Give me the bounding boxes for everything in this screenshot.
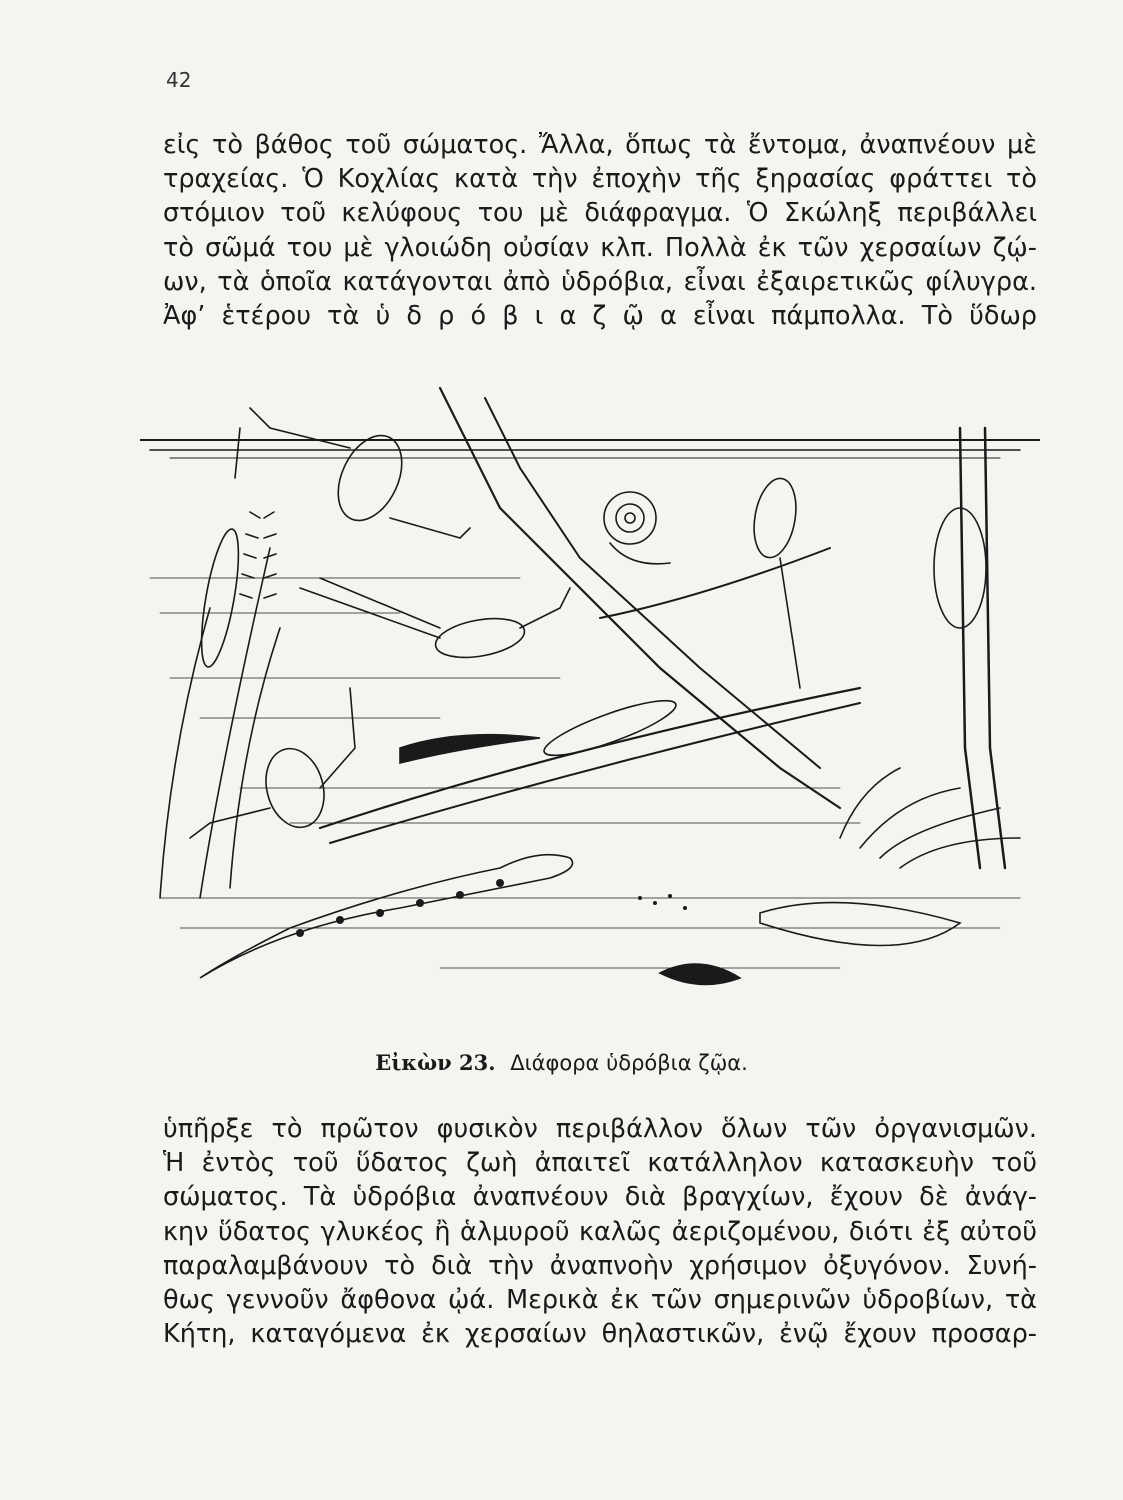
planarian xyxy=(760,903,960,946)
text-line: Κήτη, καταγόμενα ἐκ χερσαίων θηλαστικῶν, ἐνῷ ἔχουν προσαρ- xyxy=(163,1319,1037,1350)
figure-illustration xyxy=(140,368,1040,1028)
aquatic-animals-drawing xyxy=(140,368,1040,1028)
top-paragraph xyxy=(163,128,1037,333)
text-line: ων, τὰ ὁποῖα κατάγονται ἀπὸ ὑδρόβια, εἶναι ἐξαιρετικῶς φίλυγρα. xyxy=(163,266,1037,297)
snail-shell xyxy=(625,513,635,523)
text-line: παραλαμβάνουν τὸ διὰ τὴν ἀναπνοὴν χρήσιμον ὀξυγόνον. Συνή- xyxy=(163,1250,1037,1281)
text-line: εἰς τὸ βάθος τοῦ σώματος. Ἄλλα, ὅπως τὰ ἔντομα, ἀναπνέουν μὲ xyxy=(163,130,1037,160)
text-line: τὸ σῶμά του μὲ γλοιώδη οὐσίαν κλπ. Πολλὰ ἐκ τῶν χερσαίων ζῴ- xyxy=(163,232,1037,263)
water-boatman xyxy=(326,425,415,530)
larva-tail xyxy=(235,428,240,478)
figure-description: Διάφορα ὑδρόβια ζῷα. xyxy=(510,1051,748,1075)
newt xyxy=(200,855,573,978)
snail-shell xyxy=(616,504,644,532)
larva-gills xyxy=(400,735,540,763)
crustacean xyxy=(433,612,528,663)
reed-stem xyxy=(960,428,980,868)
text-line: τραχείας. Ὁ Κοχλίας κατὰ τὴν ἐποχὴν τῆς ξηρασίας φράττει τὸ xyxy=(163,164,1037,195)
text-line: στόμιον τοῦ κελύφους του μὲ διάφραγμα. Ὁ Σκώληξ περιβάλλει xyxy=(163,198,1037,229)
dragonfly-larva xyxy=(539,691,680,765)
branch xyxy=(440,388,840,808)
branch xyxy=(485,398,820,768)
text-line: σώματος. Τὰ ὑδρόβια ἀναπνέουν διὰ βραγχίων, ἔχουν δὲ ἀνάγ- xyxy=(163,1182,1037,1213)
figure-caption xyxy=(0,1050,1123,1075)
larva xyxy=(194,527,246,670)
bottom-paragraph xyxy=(163,1112,1037,1351)
text-line: Ἀφ’ ἑτέρου τὰ ὑ δ ρ ό β ι α ζ ῷ α εἶναι πάμπολλα. Τὸ ὕδωρ xyxy=(163,300,1037,331)
reed-beetle xyxy=(934,508,986,628)
crustacean-antennae xyxy=(300,578,570,638)
text-line: κην ὕδατος γλυκέος ἢ ἁλμυροῦ καλῶς ἀεριζομένου, διότι ἐξ αὐτοῦ xyxy=(163,1216,1037,1247)
water-boatman-legs xyxy=(250,408,470,538)
page-number: 42 xyxy=(166,68,192,92)
text-line: ὑπῆρξε τὸ πρῶτον φυσικὸν περιβάλλον ὅλων τῶν ὀργανισμῶν. xyxy=(163,1114,1037,1144)
insect-tail xyxy=(780,558,800,688)
reed-stem xyxy=(985,428,1005,868)
snail-body xyxy=(610,543,670,564)
branch xyxy=(330,703,860,843)
leech xyxy=(660,964,740,984)
eggs xyxy=(638,894,687,910)
snail-shell xyxy=(604,492,656,544)
water-hatching xyxy=(150,578,1020,968)
aquatic-plant xyxy=(160,512,280,898)
text-line: θως γεννοῦν ἄφθονα ᾠά. Μερικὰ ἐκ τῶν σημερινῶν ὑδροβίων, τὰ xyxy=(163,1284,1037,1315)
figure-label: Εἰκὼν 23. xyxy=(375,1050,496,1075)
text-line: Ἡ ἐντὸς τοῦ ὕδατος ζωὴ ἀπαιτεῖ κατάλληλον κατασκευὴν τοῦ xyxy=(163,1148,1037,1179)
roots xyxy=(840,768,1020,868)
water-insect xyxy=(748,475,801,561)
